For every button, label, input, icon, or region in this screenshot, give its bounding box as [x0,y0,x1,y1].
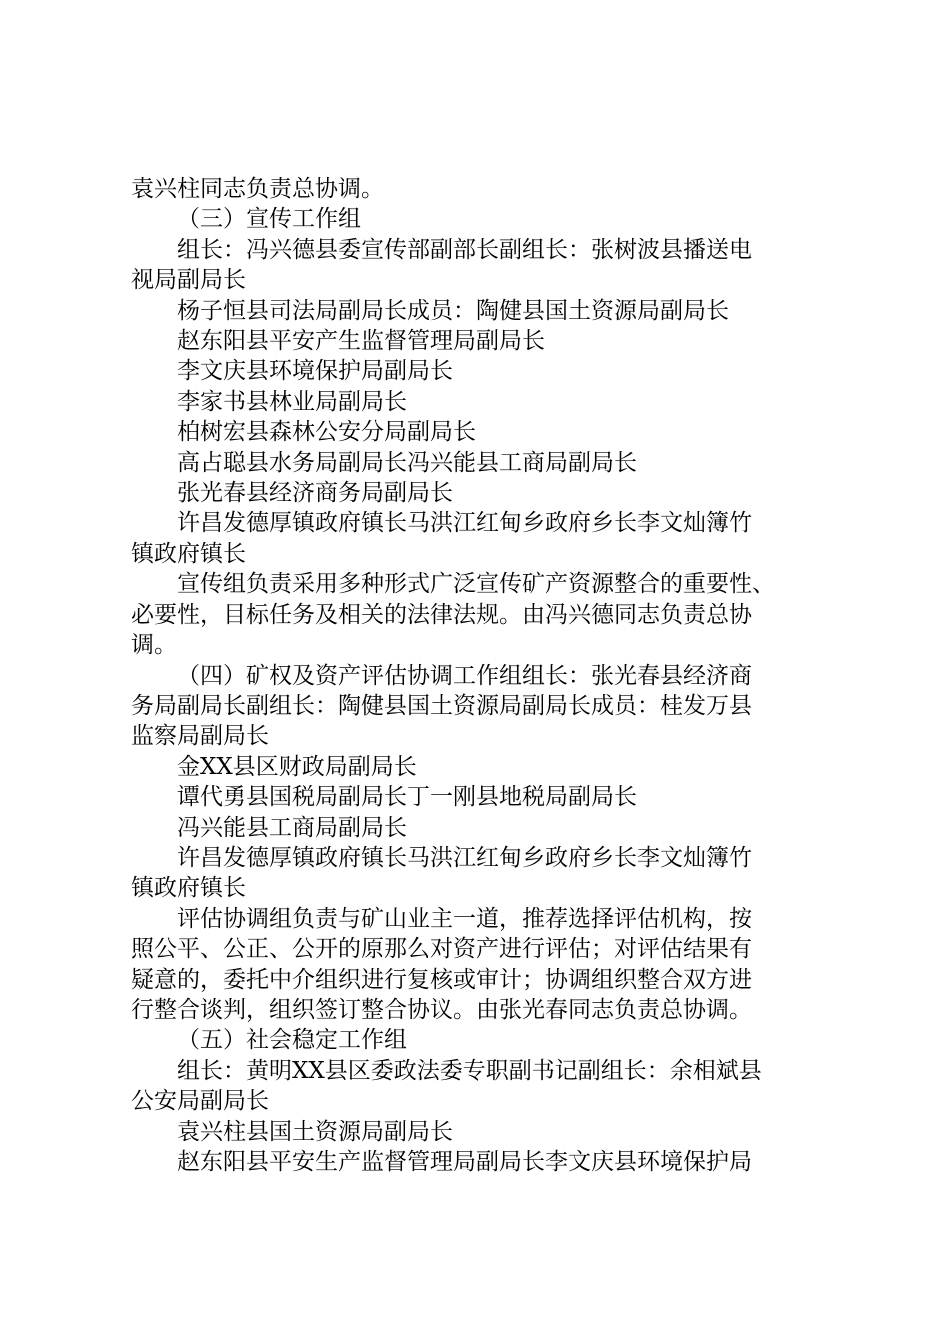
paragraph: 许昌发德厚镇政府镇长马洪江红甸乡政府乡长李文灿簿竹 镇政府镇长 [131,844,752,902]
paragraph: 柏树宏县森林公安分局副局长 [177,419,476,446]
paragraph: 赵东阳县平安生产监督管理局副局长李文庆县环境保护局 [177,1149,752,1175]
paragraph: 李文庆县环境保护局副局长 [177,358,453,385]
paragraph: 宣传组负责采用多种形式广泛宣传矿产资源整合的重要性、 必要性，目标任务及相关的法律法规。由冯兴德同志负责总协 调。 [131,571,775,659]
paragraph: 许昌发德厚镇政府镇长马洪江红甸乡政府乡长李文灿簿竹 镇政府镇长 [131,510,752,567]
paragraph: 李家书县林业局副局长 [177,388,407,415]
paragraph: 金XX县区财政局副局长 [177,753,417,780]
paragraph: 高占聪县水务局副局长冯兴能县工商局副局长 [177,449,637,476]
paragraph: 杨子恒县司法局副局长成员：陶健县国土资源局副局长 [177,297,729,324]
paragraph: 组长：黄明XX县区委政法委专职副书记副组长：余相斌县 公安局副局长 [131,1057,762,1115]
paragraph: 谭代勇县国税局副局长丁一刚县地税局副局长 [177,784,637,811]
paragraph: 张光春县经济商务局副局长 [177,480,453,507]
paragraph: 冯兴能县工商局副局长 [177,814,407,841]
paragraph: 袁兴柱县国土资源局副局长 [177,1118,453,1145]
section-heading: （三）宣传工作组 [177,206,361,233]
section-heading: （五）社会稳定工作组 [177,1027,407,1054]
document-body [131,174,831,1177]
paragraph: 评估协调组负责与矿山业主一道，推荐选择评估机构，按 照公平、公正、公开的原那么对资产进行评估；对评估结果有 疑意的，委托中介组织进行复核或审计；协调组织整合双方进 行整合谈判，组织签订整合协议。由张光春同志负责总协调。 [131,905,752,1023]
paragraph: 袁兴柱同志负责总协调。 [131,176,384,202]
paragraph: 赵东阳县平安产生监督管理局副局长 [177,328,545,355]
section-heading: （四）矿权及资产评估协调工作组组长：张光春县经济商 务局副局长副组长：陶健县国土资源局副局长成员：桂发万县 监察局副局长 [131,662,752,750]
paragraph: 组长：冯兴德县委宣传部副部长副组长：张树波县播送电 视局副局长 [131,236,752,294]
